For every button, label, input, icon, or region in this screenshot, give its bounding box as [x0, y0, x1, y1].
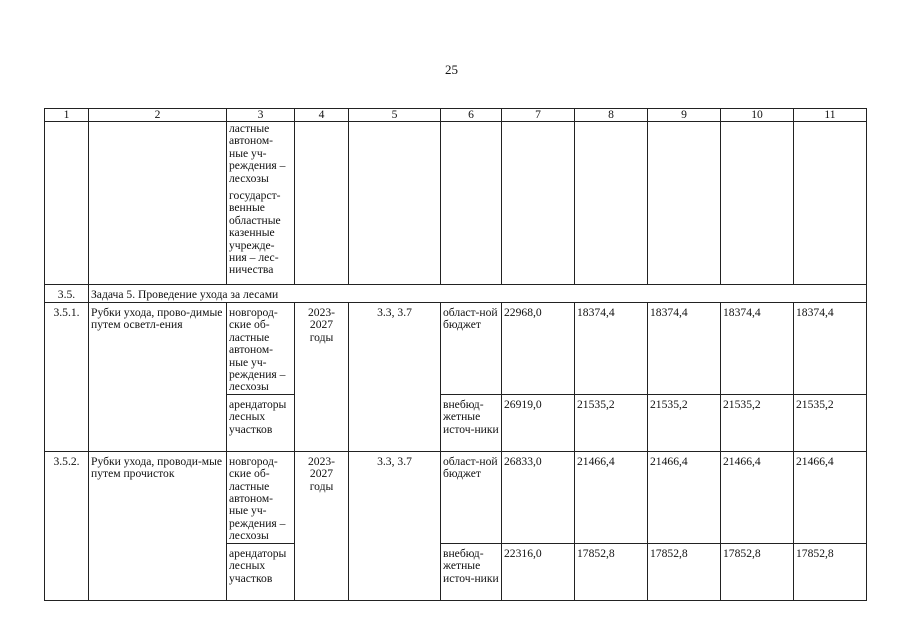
column-number-cell: 1 [45, 109, 89, 122]
amount-cell: 18374,4 [575, 303, 648, 395]
amount-cell: 21466,4 [575, 451, 648, 543]
period-cell: 2023-2027 годы [295, 303, 349, 452]
indicators-cell: 3.3, 3.7 [349, 451, 441, 600]
table-cell [441, 122, 502, 285]
executor-cell: новгород-ские об-ластные автоном-ные уч-реждения – лесхозы [227, 303, 295, 395]
column-number-cell: 6 [441, 109, 502, 122]
program-table [44, 108, 867, 601]
funding-source: област-ной бюджет [441, 303, 502, 395]
amount-cell: 18374,4 [648, 303, 721, 395]
table-cell [89, 122, 227, 285]
column-number-cell: 8 [575, 109, 648, 122]
column-number-cell: 7 [502, 109, 575, 122]
amount-cell: 21535,2 [648, 394, 721, 451]
amount-cell: 21466,4 [794, 451, 867, 543]
column-number-cell: 2 [89, 109, 227, 122]
funding-source: област-ной бюджет [441, 451, 502, 543]
amount-cell: 22968,0 [502, 303, 575, 395]
amount-cell: 26833,0 [502, 451, 575, 543]
executor-cell: арендаторы лесных участков [227, 394, 295, 451]
column-number-cell: 4 [295, 109, 349, 122]
column-number-cell: 5 [349, 109, 441, 122]
executor-text: ластные автоном-ные уч-реждения – лесхозы [229, 122, 286, 185]
task-title: Задача 5. Проведение ухода за лесами [89, 285, 867, 303]
amount-cell: 22316,0 [502, 543, 575, 600]
column-number-cell: 10 [721, 109, 794, 122]
amount-cell: 18374,4 [721, 303, 794, 395]
amount-cell: 21466,4 [721, 451, 794, 543]
period-cell: 2023-2027 годы [295, 451, 349, 600]
amount-cell: 21466,4 [648, 451, 721, 543]
table-cell [295, 122, 349, 285]
measure-name: Рубки ухода, проводи-мые путем прочисток [89, 451, 227, 600]
continuation-row [45, 122, 867, 285]
executor-cell: арендаторы лесных участков [227, 543, 295, 600]
amount-cell: 17852,8 [721, 543, 794, 600]
measure-row [45, 451, 867, 543]
task-number: 3.5. [45, 285, 89, 303]
funding-source: внебюд-жетные источ-ники [441, 394, 502, 451]
executor-cell [227, 122, 295, 285]
column-number-cell: 9 [648, 109, 721, 122]
amount-cell: 17852,8 [794, 543, 867, 600]
executor-text: государст-венные областные казенные учрежде-ния – лес-ничества [229, 189, 281, 277]
amount-cell: 17852,8 [575, 543, 648, 600]
table-cell [648, 122, 721, 285]
amount-cell: 21535,2 [794, 394, 867, 451]
measure-row [45, 303, 867, 395]
measure-number: 3.5.2. [45, 451, 89, 600]
column-number-row [45, 109, 867, 122]
table-cell [794, 122, 867, 285]
table-cell [721, 122, 794, 285]
funding-source: внебюд-жетные источ-ники [441, 543, 502, 600]
table-cell [575, 122, 648, 285]
column-number-cell: 11 [794, 109, 867, 122]
amount-cell: 21535,2 [575, 394, 648, 451]
measure-name: Рубки ухода, прово-димые путем осветл-ения [89, 303, 227, 452]
table-cell [349, 122, 441, 285]
task-row [45, 285, 867, 303]
table-cell [45, 122, 89, 285]
amount-cell: 17852,8 [648, 543, 721, 600]
executor-cell: новгород-ские об-ластные автоном-ные уч-реждения – лесхозы [227, 451, 295, 543]
amount-cell: 26919,0 [502, 394, 575, 451]
table-cell [502, 122, 575, 285]
amount-cell: 18374,4 [794, 303, 867, 395]
amount-cell: 21535,2 [721, 394, 794, 451]
indicators-cell: 3.3, 3.7 [349, 303, 441, 452]
measure-number: 3.5.1. [45, 303, 89, 452]
page-number: 25 [445, 62, 458, 77]
column-number-cell: 3 [227, 109, 295, 122]
